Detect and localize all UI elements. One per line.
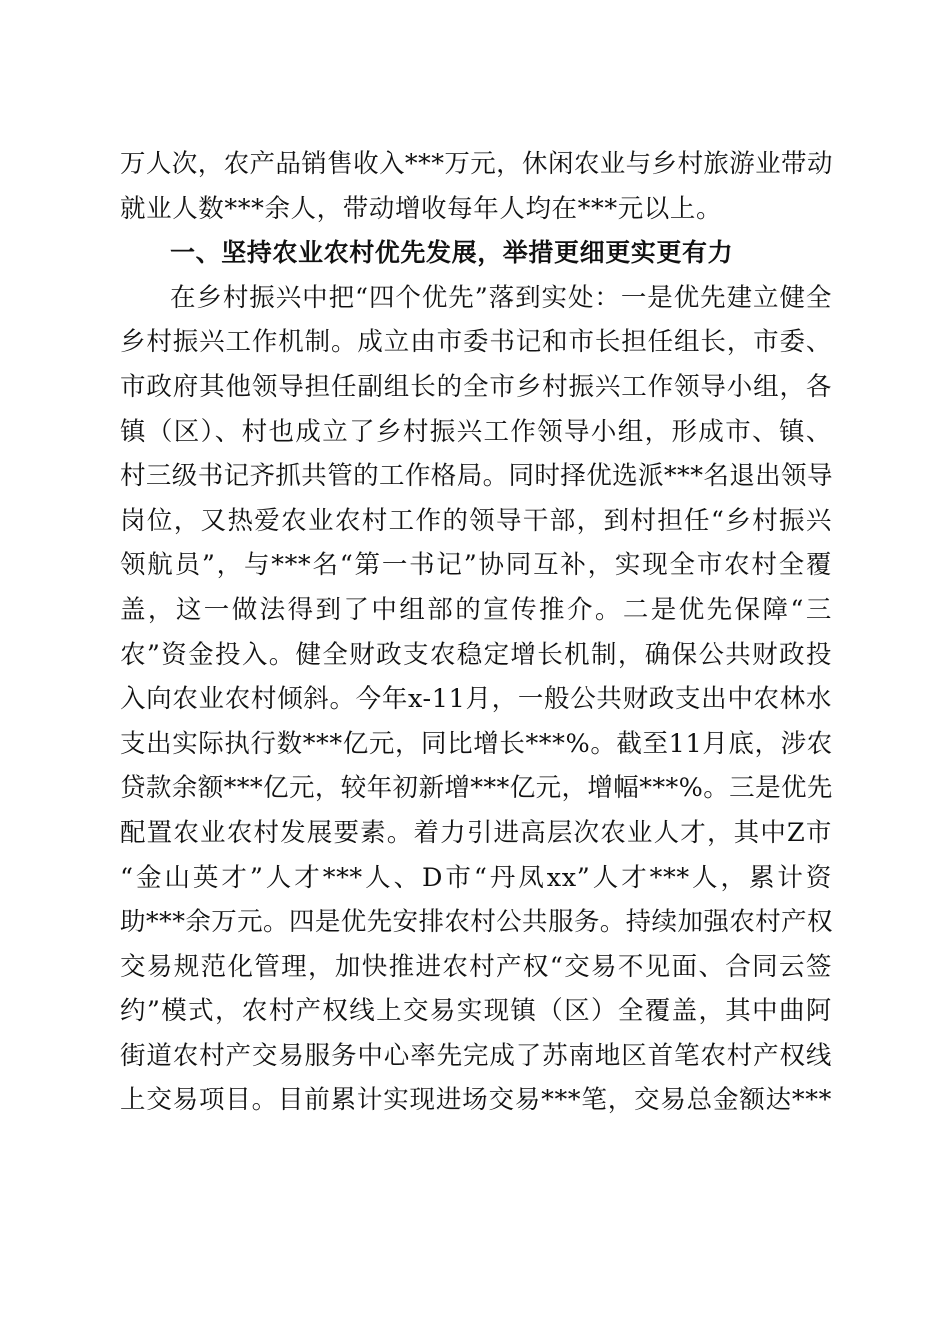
paragraph-line: 入向农业农村倾斜。今年x-11月，一般公共财政支出中农林水	[120, 684, 832, 715]
paragraph-line: 街道农村产交易服务中心率先完成了苏南地区首笔农村产权线	[120, 1040, 832, 1071]
paragraph-line: 领航员”，与***名“第一书记”协同互补，实现全市农村全覆	[120, 550, 832, 581]
paragraph-line: 农”资金投入。健全财政支农稳定增长机制，确保公共财政投	[120, 639, 832, 670]
paragraph-line: 约”模式，农村产权线上交易实现镇（区）全覆盖，其中曲阿	[120, 996, 832, 1027]
paragraph-line: 就业人数***余人，带动增收每年人均在***元以上。	[120, 193, 723, 224]
paragraph-line: 岗位，又热爱农业农村工作的领导干部，到村担任“乡村振兴	[120, 505, 832, 536]
section-heading: 一、坚持农业农村优先发展，举措更细更实更有力	[170, 238, 734, 268]
paragraph-line: 助***余万元。四是优先安排农村公共服务。持续加强农村产权	[120, 907, 833, 938]
paragraph-line: 市政府其他领导担任副组长的全市乡村振兴工作领导小组，各	[120, 371, 832, 402]
paragraph-line: 上交易项目。目前累计实现进场交易***笔，交易总金额达***	[120, 1085, 832, 1116]
paragraph-line: 村三级书记齐抓共管的工作格局。同时择优选派***名退出领导	[120, 461, 833, 492]
paragraph-line: 镇（区）、村也成立了乡村振兴工作领导小组，形成市、镇、	[120, 416, 832, 447]
document-body	[120, 142, 832, 1123]
paragraph-line: 乡村振兴工作机制。成立由市委书记和市长担任组长，市委、	[120, 327, 832, 358]
paragraph-line: “金山英才”人才***人、D市“丹凤xx”人才***人，累计资	[120, 862, 832, 893]
paragraph-line: 配置农业农村发展要素。着力引进高层次农业人才，其中Z市	[120, 817, 832, 848]
paragraph-line: 万人次，农产品销售收入***万元，休闲农业与乡村旅游业带动	[120, 149, 833, 179]
paragraph-line: 支出实际执行数***亿元，同比增长***%。截至11月底，涉农	[120, 728, 833, 759]
paragraph-line: 在乡村振兴中把“四个优先”落到实处：一是优先建立健全	[170, 282, 832, 313]
paragraph-line: 贷款余额***亿元，较年初新增***亿元，增幅***%。三是优先	[120, 773, 833, 804]
paragraph-line: 交易规范化管理，加快推进农村产权“交易不见面、合同云签	[120, 951, 832, 982]
paragraph-line: 盖，这一做法得到了中组部的宣传推介。二是优先保障“三	[120, 594, 832, 625]
